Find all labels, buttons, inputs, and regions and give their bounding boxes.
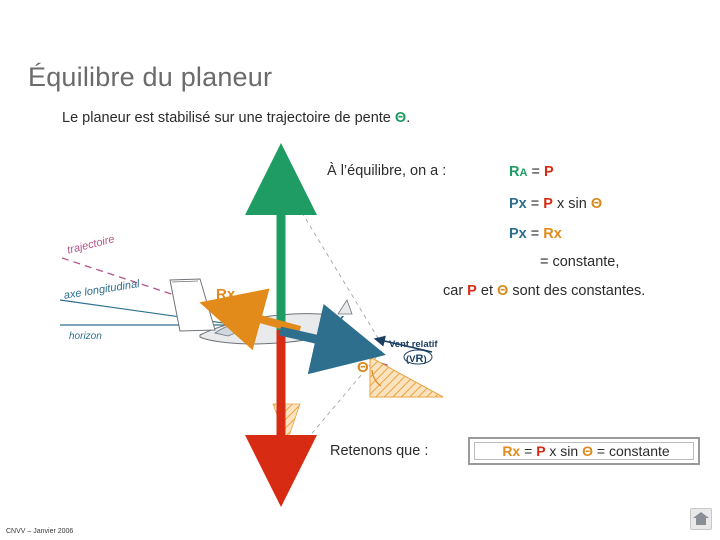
- equation-theta-term-1: Θ: [590, 196, 603, 212]
- intro-theta-symbol: Θ: [394, 110, 407, 126]
- equation-et-word: et: [480, 283, 497, 299]
- p-label: P: [275, 479, 286, 496]
- equation-equals-3: =: [530, 226, 544, 242]
- result-times-sin: x sin: [549, 443, 583, 459]
- vent-relatif-label: Vent relatif: [389, 339, 438, 350]
- result-p-term: P: [536, 443, 546, 459]
- rx-label: Rx: [216, 286, 236, 303]
- result-theta-term: Θ: [582, 443, 593, 459]
- result-rx-term: Rx: [502, 443, 521, 459]
- glider-wing: [170, 279, 215, 331]
- retenons-label: Retenons que :: [330, 443, 429, 459]
- equation-ra-term: RA: [509, 164, 528, 180]
- home-icon[interactable]: [690, 508, 712, 530]
- page-title: Équilibre du planeur: [28, 62, 273, 93]
- vr-label: (VR): [406, 353, 427, 365]
- axe-longitudinal-label: axe longitudinal: [63, 278, 141, 302]
- equation-rx-term-1: Rx: [543, 226, 562, 242]
- horizon-label: horizon: [69, 331, 102, 342]
- ra-label: RA: [268, 164, 287, 181]
- result-equals-constante: = constante: [596, 443, 670, 459]
- equation-px-term-2: Px: [509, 226, 527, 242]
- trajectoire-label: trajectoire: [66, 233, 116, 257]
- equation-equals-1: =: [531, 164, 544, 180]
- theta-angle-label: Θ: [357, 359, 369, 376]
- equation-p-term-1: P: [543, 164, 554, 180]
- equation-times-sin: x sin: [556, 196, 591, 212]
- footer-credit: CNVV – Janvier 2006: [6, 528, 74, 535]
- equation-equals-2: =: [530, 196, 544, 212]
- equation-car-word: car: [443, 283, 468, 299]
- equation-theta-term-2: Θ: [497, 283, 509, 299]
- equation-p-term-2: P: [543, 196, 553, 212]
- intro-text-before: Le planeur est stabilisé sur une trajectoire de pente: [62, 110, 395, 126]
- intro-text-after: .: [406, 110, 411, 126]
- equation-line-constante: = constante,: [540, 254, 620, 270]
- equilibrium-lead-label: À l’équilibre, on a :: [327, 163, 447, 179]
- home-icon-body: [696, 518, 706, 525]
- px-label: Px: [326, 311, 345, 328]
- equation-px-term-1: Px: [509, 196, 527, 212]
- result-formula: [470, 443, 702, 459]
- result-equals-1: =: [524, 443, 537, 459]
- equation-constantes-word: sont des constantes.: [512, 283, 646, 299]
- equation-p-term-3: P: [467, 283, 477, 299]
- result-box: [468, 437, 700, 465]
